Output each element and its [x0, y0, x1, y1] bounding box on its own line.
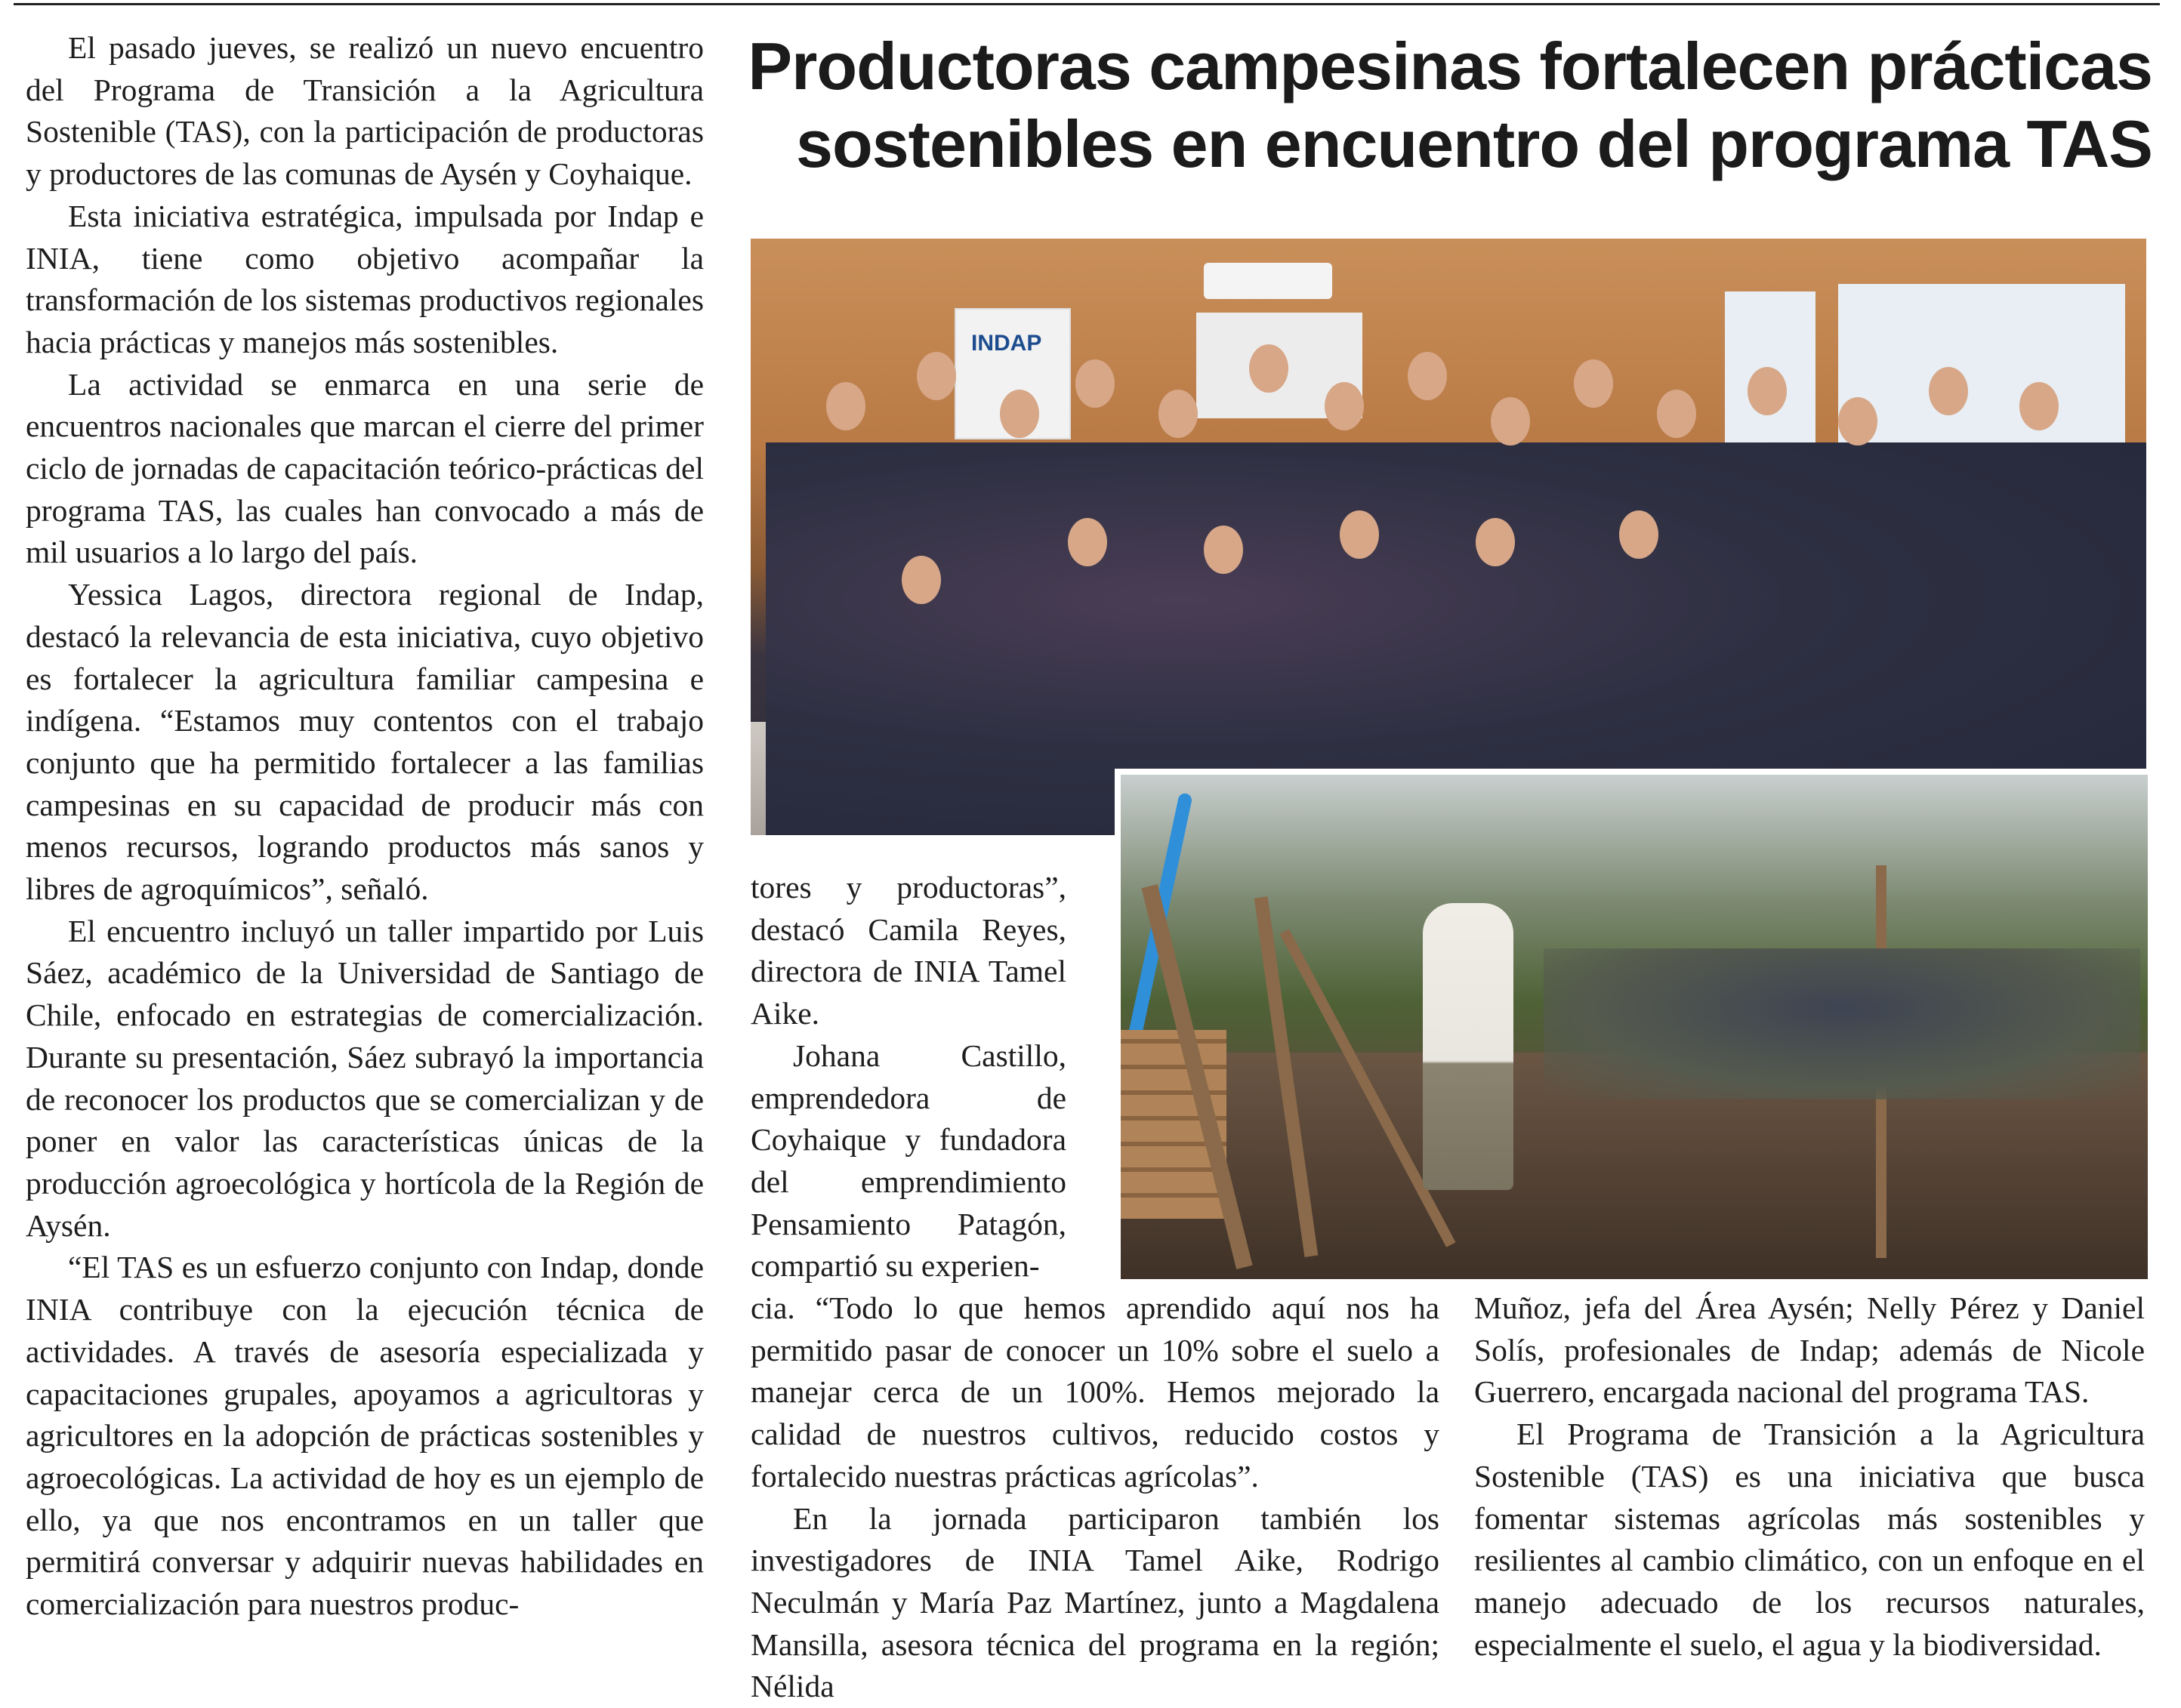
face [1068, 518, 1107, 566]
indap-banner-text: INDAP [971, 331, 1042, 356]
group-photo [751, 239, 2146, 835]
face [1204, 526, 1243, 574]
paragraph: El pasado jueves, se realizó un nuevo encuentro del Programa de Transición a la Agricultura Sostenible (TAS), con la participación de productoras y productores de las comunas de Aysén y Coyhaique. [26, 30, 704, 192]
paragraph: La actividad se enmarca en una serie de encuentros nacionales que marcan el cierre del primer ciclo de jornadas de capacitación teórico-prácticas del programa TAS, las cuales han convocado a más de mil usuarios a lo largo del país. [26, 366, 704, 570]
face [1491, 397, 1530, 445]
face [1249, 344, 1288, 393]
paragraph: En la jornada participaron también los investigadores de INIA Tamel Aike, Rodrigo Neculmán y María Paz Martínez, junto a Magdalena Mansilla, asesora técnica del programa en la región; Nélida [751, 1500, 1439, 1704]
paragraph: Esta iniciativa estratégica, impulsada por Indap e INIA, tiene como objetivo acompañar la transformación de los sistemas productivos regionales hacia prácticas y manejos más sostenibles. [26, 198, 704, 359]
top-rule [14, 3, 2160, 5]
paragraph: “El TAS es un esfuerzo conjunto con Indap, donde INIA contribuye con la ejecución técnica de actividades. A través de asesoría especializada y capacitaciones grupales, apoyamos a agricultoras y agricultores en la adopción de prácticas sostenibles y agroecológicas. La actividad de hoy es un ejemplo de ello, ya que nos encontramos en un taller que permitirá conversar y adquirir nuevas habilidades en comercialización para nuestros produc- [26, 1250, 704, 1622]
paragraph: Johana Castillo, emprendedora de Coyhaique y fundadora del emprendimiento Pensamiento Patagón, compartió su experien- [751, 1037, 1066, 1284]
paragraph: Muñoz, jefa del Área Aysén; Nelly Pérez y Daniel Solís, profesionales de Indap; además de Nicole Guerrero, encargada nacional del programa TAS. [1474, 1290, 2145, 1410]
column-2-bottom [751, 1287, 1439, 1708]
paragraph: Yessica Lagos, directora regional de Indap, destacó la relevancia de esta iniciativa, cuyo objetivo es fortalecer la agricultura familiar campesina e indígena. “Estamos muy contentos con el trabajo conjunto que ha permitido fortalecer a las familias campesinas en su capacidad de producir más con menos recursos, logrando productos más sanos y libres de agroquímicos”, señaló. [26, 577, 704, 907]
face [1158, 390, 1198, 438]
people-group [1544, 948, 2140, 1099]
face [1000, 390, 1039, 438]
face [1838, 397, 1877, 445]
face [1574, 359, 1613, 408]
paragraph: cia. “Todo lo que hemos aprendido aquí nos ha permitido pasar de conocer un 10% sobre el suelo a manejar cerca de un 100%. Hemos mejorado la calidad de nuestros cultivos, reducido costos y fortalecido nuestras prácticas agrícolas”. [751, 1290, 1439, 1494]
paragraph: El encuentro incluyó un taller impartido por Luis Sáez, académico de la Universidad de Santiago de Chile, enfocado en estrategias de comercialización. Durante su presentación, Sáez subrayó la importancia de reconocer los productos que se comercializan y de poner en valor las características únicas de la producción agroecológica y hortícola de la Región de Aysén. [26, 913, 704, 1243]
face [917, 352, 956, 400]
face [1408, 352, 1447, 400]
face [1325, 382, 1364, 430]
column-3 [1474, 1287, 2145, 1666]
face [1476, 518, 1515, 566]
air-conditioner [1204, 263, 1332, 299]
face [1748, 367, 1787, 415]
face [826, 382, 865, 430]
face [1075, 359, 1115, 408]
paragraph: El Programa de Transición a la Agricultura Sostenible (TAS) es una iniciativa que busca fomentar sistemas agrícolas más sostenibles y resilientes al cambio climático, con un enfoque en el manejo adecuado de los recursos naturales, especialmente el suelo, el agua y la biodiversidad. [1474, 1417, 2145, 1662]
column-1 [26, 27, 704, 1626]
paragraph: tores y productoras”, destacó Camila Reyes, directora de INIA Tamel Aike. [751, 870, 1066, 1031]
garden-workshop-photo [1115, 769, 2148, 1279]
face [1657, 390, 1696, 438]
face [1929, 367, 1968, 415]
face [1619, 510, 1658, 559]
face [1340, 510, 1379, 559]
face [902, 556, 941, 604]
worker [1423, 903, 1513, 1190]
face [2019, 382, 2059, 430]
headline: Productoras campesinas fortalecen prácticas sostenibles en encuentro del programa TAS [748, 29, 2152, 181]
column-2-top [751, 867, 1066, 1287]
